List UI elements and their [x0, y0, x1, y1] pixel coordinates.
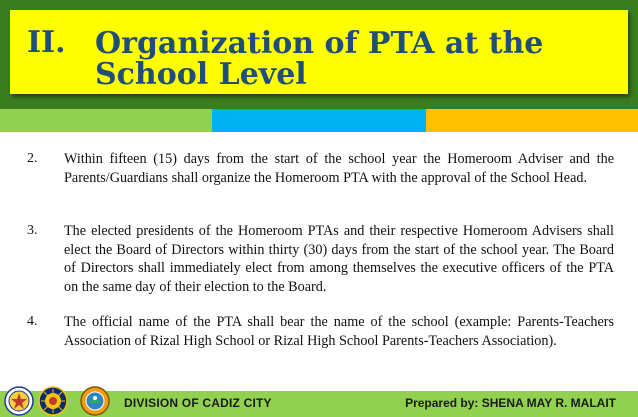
- list-item-number: 4.: [27, 314, 38, 329]
- accent-strip-blue: [212, 109, 426, 132]
- title-box: [10, 10, 628, 94]
- footer-prepared-by: Prepared by: SHENA MAY R. MALAIT: [405, 396, 616, 410]
- header-band: [0, 0, 638, 109]
- deped-seal-icon: [4, 386, 34, 416]
- list-item-text: Within fifteen (15) days from the start of the school year the Homeroom Adviser and the Parents/Guardians shall organize the Homeroom PTA with the approval of the School Head.: [64, 151, 614, 186]
- list-item-text: The elected presidents of the Homeroom PTAs and their respective Homeroom Advisers shall elect the Board of Directors within thirty (30) days from the start of the school year. The Board of Directors shall immediately elect from among themselves the executive officers of the PTA on the same day of their election to the Board.: [64, 223, 614, 295]
- list-item-number: 3.: [27, 223, 38, 238]
- slide-title: Organization of PTA at the School Level: [95, 26, 544, 92]
- title-number: II.: [27, 25, 66, 60]
- list-item-text: The official name of the PTA shall bear the name of the school (example: Parents-Teachers Association of Rizal High School or Rizal High School Parents-Teachers Association).: [64, 314, 614, 349]
- footer-logos: [4, 386, 124, 417]
- bagong-pilipinas-seal-icon: [38, 386, 68, 416]
- accent-strip-green: [0, 109, 212, 132]
- division-seal-icon: [80, 386, 110, 416]
- list-item-number: 2.: [27, 151, 38, 166]
- accent-strip-gold: [426, 109, 638, 132]
- footer-division-text: DIVISION OF CADIZ CITY: [124, 396, 272, 410]
